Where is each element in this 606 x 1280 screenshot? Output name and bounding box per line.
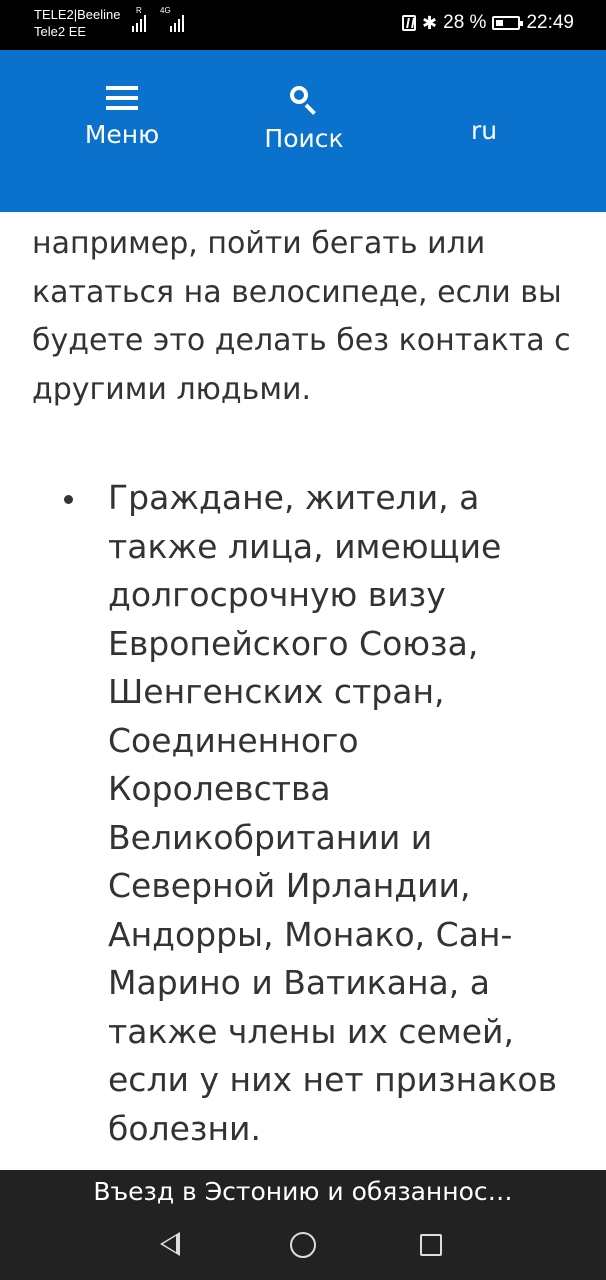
menu-label: Меню — [84, 120, 160, 149]
search-label: Поиск — [264, 124, 344, 153]
home-icon[interactable] — [290, 1232, 316, 1258]
bluetooth-icon: ✱ — [422, 12, 438, 33]
search-icon — [288, 86, 320, 114]
bullet-icon — [64, 495, 73, 504]
nfc-icon — [402, 15, 416, 31]
battery-icon — [492, 16, 520, 30]
page-title-bar — [0, 1170, 606, 1214]
carrier-line1: TELE2|Beeline — [34, 7, 121, 22]
carrier-line2: Tele2 EE — [34, 24, 87, 39]
system-navigation-bar — [0, 1214, 606, 1280]
hamburger-icon — [106, 86, 138, 110]
article-content — [0, 212, 606, 1170]
article-paragraph: например, пойти бегать или кататься на велосипеде, если вы будете это делать без контакта с другими людьми. — [32, 226, 571, 407]
status-bar — [0, 0, 606, 50]
menu-button[interactable] — [64, 86, 180, 149]
sim2-network-tag: 4G — [160, 6, 171, 15]
recent-apps-icon[interactable] — [420, 1234, 442, 1256]
list-item: Граждане, жители, а также лица, имеющие долгосрочную визу Европейского Союза, Шенгенских стран, Соединенного Королевства Великобритании и Северной Ирландии, Андорры, Монако, Сан-Марино и Ватикана, а также члены их семей, если у них нет признаков болезни. — [108, 478, 558, 1148]
clock: 22:49 — [526, 12, 574, 33]
site-header — [0, 50, 606, 212]
signal-icon — [170, 14, 184, 32]
battery-percent: 28 % — [443, 12, 487, 33]
language-switcher[interactable]: ru — [470, 116, 498, 145]
sim1-roaming-tag: R — [136, 6, 142, 15]
carrier-info — [34, 6, 121, 40]
signal-icon — [132, 14, 146, 32]
page-title: Въезд в Эстонию и обязаннос… — [93, 1177, 513, 1206]
search-button[interactable] — [246, 86, 362, 153]
back-icon[interactable] — [160, 1232, 180, 1256]
